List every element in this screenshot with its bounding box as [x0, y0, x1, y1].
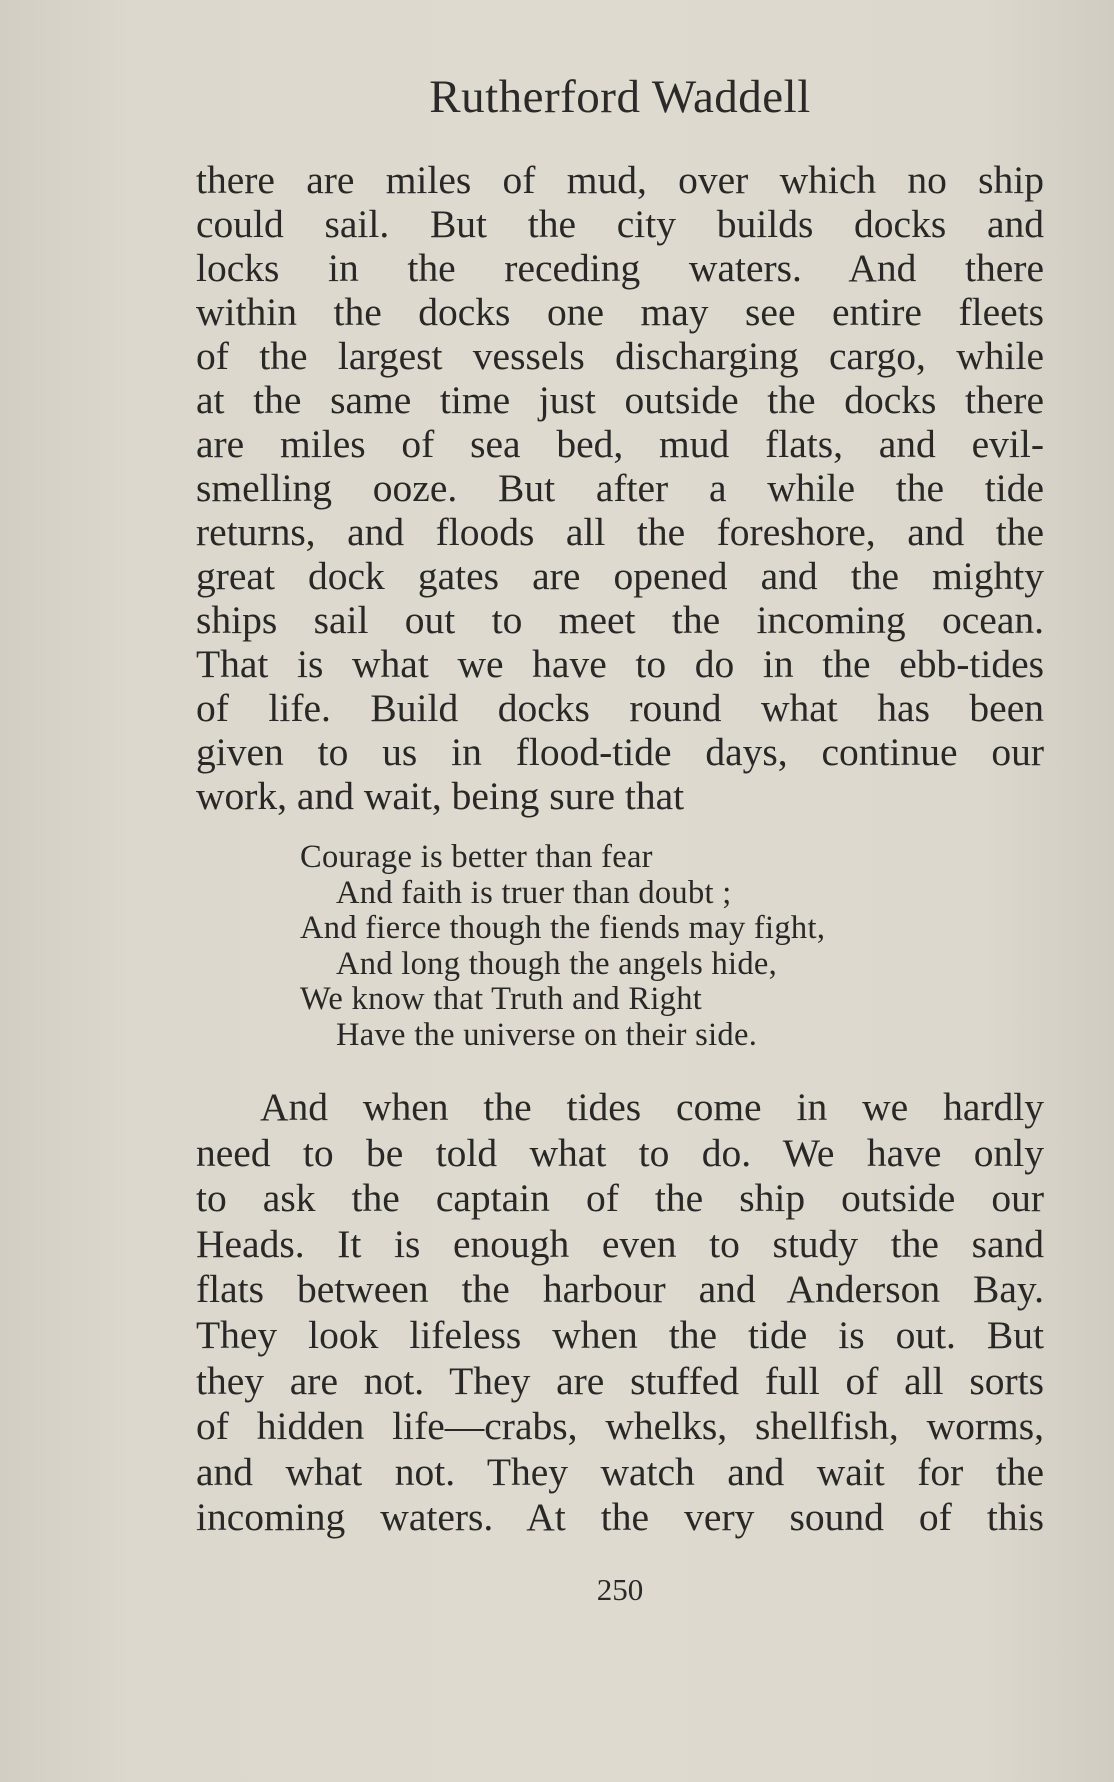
- text-line: And when the tides come in we hardly: [260, 1085, 1044, 1129]
- text-line: returns, and floods all the foreshore, and the: [196, 510, 1044, 554]
- text-line: are miles of sea bed, mud flats, and evil-: [196, 422, 1044, 466]
- text-line: ships sail out to meet the incoming ocean.: [196, 598, 1044, 642]
- text-line: could sail. But the city builds docks and: [196, 202, 1044, 246]
- verse-line: And fierce though the fiends may fight,: [300, 910, 826, 947]
- text-line: great dock gates are opened and the mighty: [196, 554, 1044, 598]
- text-line: Heads. It is enough even to study the sand: [196, 1221, 1044, 1266]
- text-line: of hidden life—crabs, whelks, shellfish, worms,: [196, 1404, 1044, 1449]
- text-line: of the largest vessels discharging cargo, while: [196, 334, 1044, 378]
- text-line: they are not. They are stuffed full of all sorts: [196, 1358, 1044, 1403]
- verse-line: Have the universe on their side.: [336, 1016, 758, 1053]
- text-line: incoming waters. At the very sound of this: [196, 1495, 1044, 1540]
- text-line: smelling ooze. But after a while the tide: [196, 466, 1044, 510]
- text-line: That is what we have to do in the ebb-tides: [196, 642, 1044, 686]
- page-number: 250: [596, 1572, 644, 1607]
- verse-quotation: [300, 840, 1000, 1054]
- text-line: of life. Build docks round what has been: [196, 686, 1044, 730]
- text-line: work, and wait, being sure that: [196, 774, 685, 818]
- verse-line: And long though the angels hide,: [336, 945, 778, 982]
- text-line: need to be told what to do. We have only: [196, 1130, 1044, 1175]
- text-line: at the same time just outside the docks there: [196, 378, 1044, 422]
- paragraph-1: [196, 158, 1044, 818]
- paragraph-2: [196, 1085, 1044, 1541]
- text-line: They look lifeless when the tide is out. But: [196, 1312, 1044, 1357]
- text-line: and what not. They watch and wait for the: [196, 1449, 1044, 1494]
- text-line: flats between the harbour and Anderson Bay.: [196, 1267, 1044, 1312]
- text-line: to ask the captain of the ship outside our: [196, 1176, 1044, 1221]
- verse-line: And faith is truer than doubt ;: [336, 874, 732, 911]
- verse-line: We know that Truth and Right: [300, 981, 703, 1018]
- text-line: locks in the receding waters. And there: [196, 246, 1044, 290]
- running-head-title: Rutherford Waddell: [429, 71, 811, 123]
- verse-line: Courage is better than fear: [300, 839, 653, 875]
- text-line: there are miles of mud, over which no ship: [196, 158, 1044, 202]
- text-line: within the docks one may see entire fleets: [196, 290, 1044, 334]
- text-line: given to us in flood-tide days, continue our: [196, 730, 1044, 774]
